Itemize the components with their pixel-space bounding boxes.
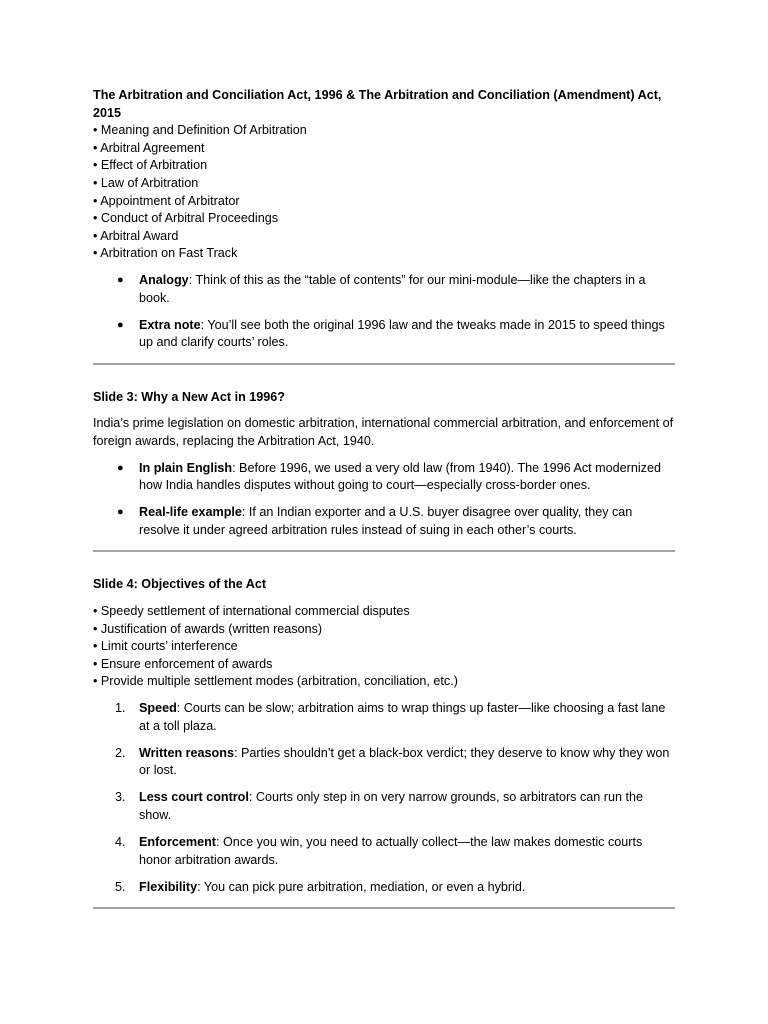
note-text: : Before 1996, we used a very old law (from 1940). The 1996 Act modernized how India handles disputes without going to court—especially cross-border ones. <box>139 460 661 493</box>
note-text: : Courts can be slow; arbitration aims to wrap things up faster—like choosing a fast lane at a toll plaza. <box>139 701 666 733</box>
note-label: Analogy <box>139 272 189 287</box>
note-item <box>93 700 675 735</box>
topic-item: • Meaning and Definition Of Arbitration <box>93 123 307 138</box>
note-item <box>93 834 675 869</box>
objective-item: • Limit courts’ interference <box>93 639 238 654</box>
note-text: : Once you win, you need to actually collect—the law makes domestic courts honor arbitration awards. <box>139 835 643 867</box>
note-text: : Think of this as the “table of contents” for our mini-module—like the chapters in a book. <box>139 272 646 305</box>
topic-item: • Arbitral Agreement <box>93 140 205 155</box>
note-label: Less court control <box>139 790 249 805</box>
bullet-icon: ● <box>117 461 124 474</box>
objective-item: • Ensure enforcement of awards <box>93 656 273 671</box>
note-text: : You can pick pure arbitration, mediation, or even a hybrid. <box>197 879 526 894</box>
note-number: 2. <box>115 745 126 760</box>
slide-4-notes <box>93 700 675 896</box>
topic-list <box>93 122 675 263</box>
note-number: 1. <box>115 701 126 716</box>
note-label: Enforcement <box>139 835 216 850</box>
note-number: 3. <box>115 790 126 805</box>
note-label: Speed <box>139 701 177 716</box>
note-text: : If an Indian exporter and a U.S. buyer disagree over quality, they can resolve it under agreed arbitration rules instead of suing in each other’s courts. <box>139 505 633 537</box>
note-label: Flexibility <box>139 879 198 894</box>
note-text: : Parties shouldn’t get a black-box verdict; they deserve to know why they won or lost. <box>139 745 670 778</box>
slide-3-notes <box>93 460 675 540</box>
note-item <box>93 504 675 539</box>
note-label: Written reasons <box>139 745 234 760</box>
note-text: : Courts only step in on very narrow grounds, so arbitrators can run the show. <box>139 790 643 822</box>
note-item <box>93 879 675 897</box>
topic-item: • Conduct of Arbitral Proceedings <box>93 211 279 226</box>
bullet-icon: ● <box>117 506 124 519</box>
note-number: 5. <box>115 879 126 894</box>
topic-item: • Effect of Arbitration <box>93 158 208 173</box>
topic-item: • Arbitration on Fast Track <box>93 246 238 261</box>
topic-item: • Law of Arbitration <box>93 175 199 190</box>
topic-item: • Appointment of Arbitrator <box>93 193 240 208</box>
document-title: The Arbitration and Conciliation Act, 1996 & The Arbitration and Conciliation (Amendment) Act, 2015 <box>93 88 662 120</box>
slide-3-heading: Slide 3: Why a New Act in 1996? <box>93 389 285 404</box>
note-number: 4. <box>115 835 126 850</box>
bullet-icon: ● <box>117 273 124 286</box>
objective-list <box>93 603 675 691</box>
intro-notes <box>93 272 675 352</box>
note-text: : You’ll see both the original 1996 law and the tweaks made in 2015 to speed things up and clarify courts’ roles. <box>139 317 665 350</box>
objective-item: • Provide multiple settlement modes (arbitration, conciliation, etc.) <box>93 674 458 689</box>
topic-item: • Arbitral Award <box>93 228 179 243</box>
section-divider <box>93 907 675 909</box>
slide-3-paragraph: India’s prime legislation on domestic arbitration, international commercial arbitration, and enforcement of foreign awards, replacing the Arbitration Act, 1940. <box>93 416 674 448</box>
document-content <box>93 87 675 909</box>
note-item <box>93 789 675 824</box>
note-item <box>93 317 675 352</box>
note-label: Extra note <box>139 317 201 332</box>
note-item <box>93 272 675 307</box>
note-item <box>93 745 675 780</box>
objective-item: • Speedy settlement of international commercial disputes <box>93 604 410 619</box>
bullet-icon: ● <box>117 318 124 331</box>
objective-item: • Justification of awards (written reasons) <box>93 621 323 636</box>
note-label: Real-life example <box>139 505 242 520</box>
note-item <box>93 460 675 495</box>
note-label: In plain English <box>139 460 233 475</box>
slide-4-heading: Slide 4: Objectives of the Act <box>93 577 267 592</box>
